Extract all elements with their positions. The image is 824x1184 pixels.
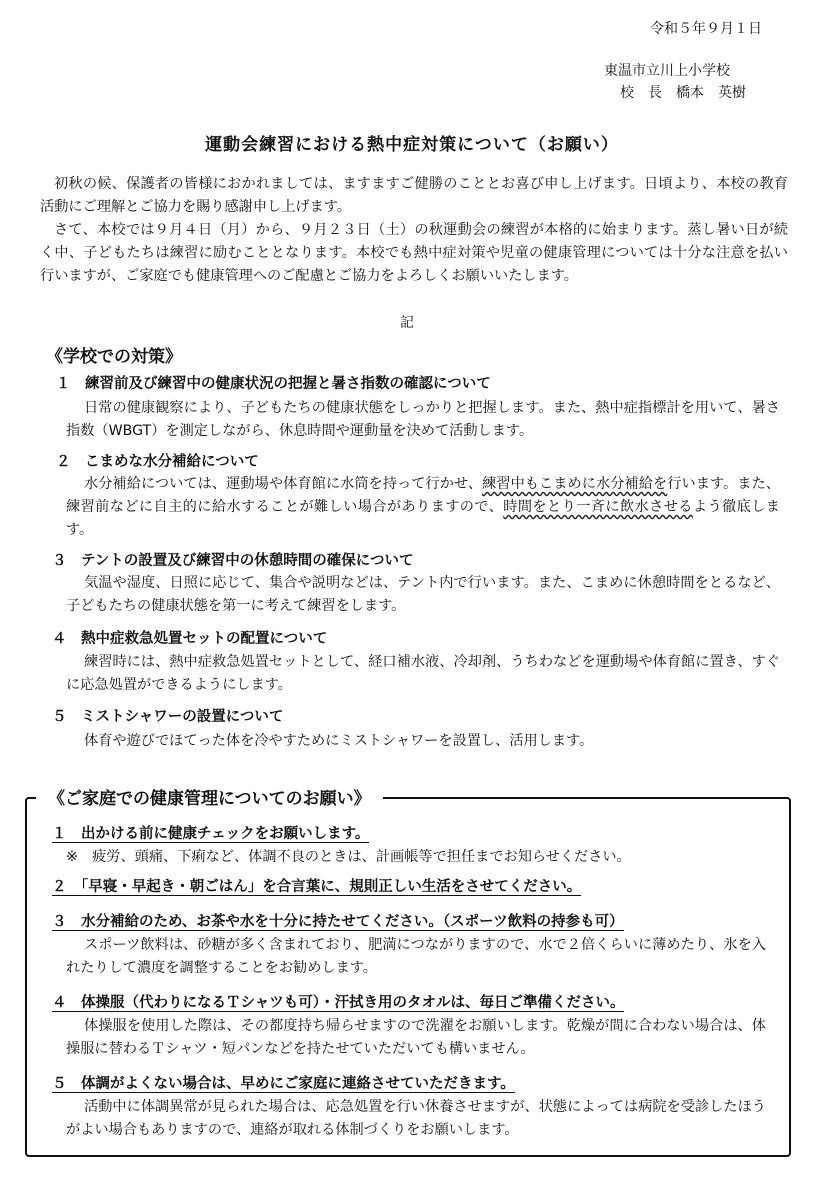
item-heading: 練習前及び練習中の健康状況の把握と暑さ指数の確認について bbox=[85, 376, 491, 392]
school-item-5-heading bbox=[52, 705, 283, 726]
school-item-2-heading bbox=[56, 450, 259, 471]
item-number: ５ bbox=[52, 1076, 67, 1092]
item-heading-underlined bbox=[52, 1076, 515, 1093]
home-section-title: 《ご家庭での健康管理についてのお願い》 bbox=[36, 784, 383, 809]
item-heading: 出かける前に健康チェックをお願いします。 bbox=[81, 826, 370, 842]
principal-title: 校 長 bbox=[620, 85, 662, 101]
item-number: ２ bbox=[52, 879, 67, 895]
ki-mark: 記 bbox=[400, 315, 414, 331]
school-item-2-body bbox=[66, 473, 780, 542]
home-item-5-body: 活動中に体調異常が見られた場合は、応急処置を行い休養させますが、状態によっては病院を受診したほうがよい場合もありますので、連絡が取れる体制づくりをお願いします。 bbox=[66, 1099, 766, 1138]
item-number: ３ bbox=[52, 553, 67, 569]
body-text: 行います。また、練習前などに自主的に給水することが難しい場合がありますので、 bbox=[66, 476, 780, 515]
school-item-3-body: 気温や湿度、日照に応じて、集合や説明などは、テント内で行います。また、こまめに休憩時間をとるなど、子どもたちの健康状態を第一に考えて練習をします。 bbox=[66, 575, 780, 614]
item-heading: 熱中症救急処置セットの配置について bbox=[81, 631, 328, 647]
principal-name: 橋本 英樹 bbox=[676, 85, 746, 101]
item-number: ５ bbox=[52, 709, 67, 725]
home-item-4-body: 体操服を使用した際は、その都度持ち帰らせますので洗濯をお願いします。乾燥が間に合わない場合は、体操服に替わるＴシャツ・短パンなどを持たせていただいても構いません。 bbox=[66, 1018, 766, 1057]
item-heading: 水分補給のため、お茶や水を十分に持たせてください。（スポーツ飲料の持参も可） bbox=[81, 914, 624, 930]
item-heading-underlined bbox=[52, 826, 369, 843]
home-item-4-heading bbox=[52, 991, 624, 1012]
item-number: １ bbox=[56, 376, 71, 392]
emphasized-text: 時間をとり一斉に飲水させる bbox=[503, 499, 693, 515]
page-title: 運動会練習における熱中症対策について（お願い） bbox=[205, 135, 619, 155]
intro-paragraph-2: さて、本校では９月４日（月）から、９月２３日（土）の秋運動会の練習が本格的に始まります。蒸し暑い日が続く中、子どもたちは練習に励むこととなります。本校でも熱中症対策や児童の健康管理については十分な注意を払い行いますが、ご家庭でも健康管理へのご配慮とご協力をよろしくお願いいたします。 bbox=[40, 222, 788, 284]
school-name: 東温市立川上小学校 bbox=[604, 63, 730, 79]
home-item-5-heading bbox=[52, 1072, 515, 1093]
item-number: ４ bbox=[52, 631, 67, 647]
body-text: 水分補給については、運動場や体育館に水筒を持って行かせ、 bbox=[84, 476, 483, 492]
item-heading: 体調がよくない場合は、早めにご家庭に連絡させていただきます。 bbox=[81, 1076, 515, 1092]
body-text: よう徹底します。 bbox=[66, 499, 780, 538]
school-section-title: 《学校での対策》 bbox=[46, 347, 182, 367]
school-item-4-heading bbox=[52, 627, 327, 648]
item-heading: こまめな水分補給について bbox=[85, 454, 259, 470]
home-item-2-heading bbox=[52, 875, 581, 896]
item-heading-underlined bbox=[52, 995, 624, 1012]
home-item-1-body: ※ 疲労、頭痛、下痢など、体調不良のときは、計画帳等で担任までお知らせください。 bbox=[66, 849, 631, 865]
item-heading-underlined bbox=[52, 914, 624, 931]
school-item-3-heading bbox=[52, 549, 413, 570]
item-number: ３ bbox=[52, 914, 67, 930]
home-item-1-heading bbox=[52, 822, 369, 843]
item-heading: ミストシャワーの設置について bbox=[81, 709, 284, 725]
item-heading: テントの設置及び練習中の休憩時間の確保について bbox=[81, 553, 414, 569]
emphasized-text: 練習中もこまめに水分補給を bbox=[482, 476, 668, 492]
document-date: 令和５年９月１日 bbox=[650, 21, 762, 37]
home-item-3-heading bbox=[52, 910, 624, 931]
item-number: １ bbox=[52, 826, 67, 842]
home-item-3-body: スポーツ飲料は、砂糖が多く含まれており、肥満につながりますので、水で２倍くらいに薄めたり、氷を入れたりして濃度を調整することをお勧めします。 bbox=[66, 937, 766, 976]
school-item-1-heading bbox=[56, 372, 491, 393]
item-heading: 体操服（代わりになるＴシャツも可）・汗拭き用のタオルは、毎日ご準備ください。 bbox=[81, 995, 625, 1011]
item-number: ２ bbox=[56, 454, 71, 470]
item-number: ４ bbox=[52, 995, 67, 1011]
school-item-5-body: 体育や遊びでほてった体を冷やすためにミストシャワーを設置し、活用します。 bbox=[84, 733, 594, 749]
item-heading: 「早寝・早起き・朝ごはん」を合言葉に、規則正しい生活をさせてください。 bbox=[81, 879, 582, 895]
school-item-1-body: 日常の健康観察により、子どもたちの健康状態をしっかりと把握します。また、熱中症指標計を用いて、暑さ指数（WBGT）を測定しながら、休息時間や運動量を決めて活動します。 bbox=[66, 400, 780, 439]
school-item-4-body: 練習時には、熱中症救急処置セットとして、経口補水液、冷却剤、うちわなどを運動場や体育館に置き、すぐに応急処置ができるようにします。 bbox=[66, 654, 780, 693]
principal-signature bbox=[620, 82, 760, 102]
item-heading-underlined bbox=[52, 879, 581, 896]
intro-paragraph-1: 初秋の候、保護者の皆様におかれましては、ますますご健勝のこととお喜び申し上げます。日頃より、本校の教育活動にご理解とご協力を賜り感謝申し上げます。 bbox=[40, 176, 788, 215]
